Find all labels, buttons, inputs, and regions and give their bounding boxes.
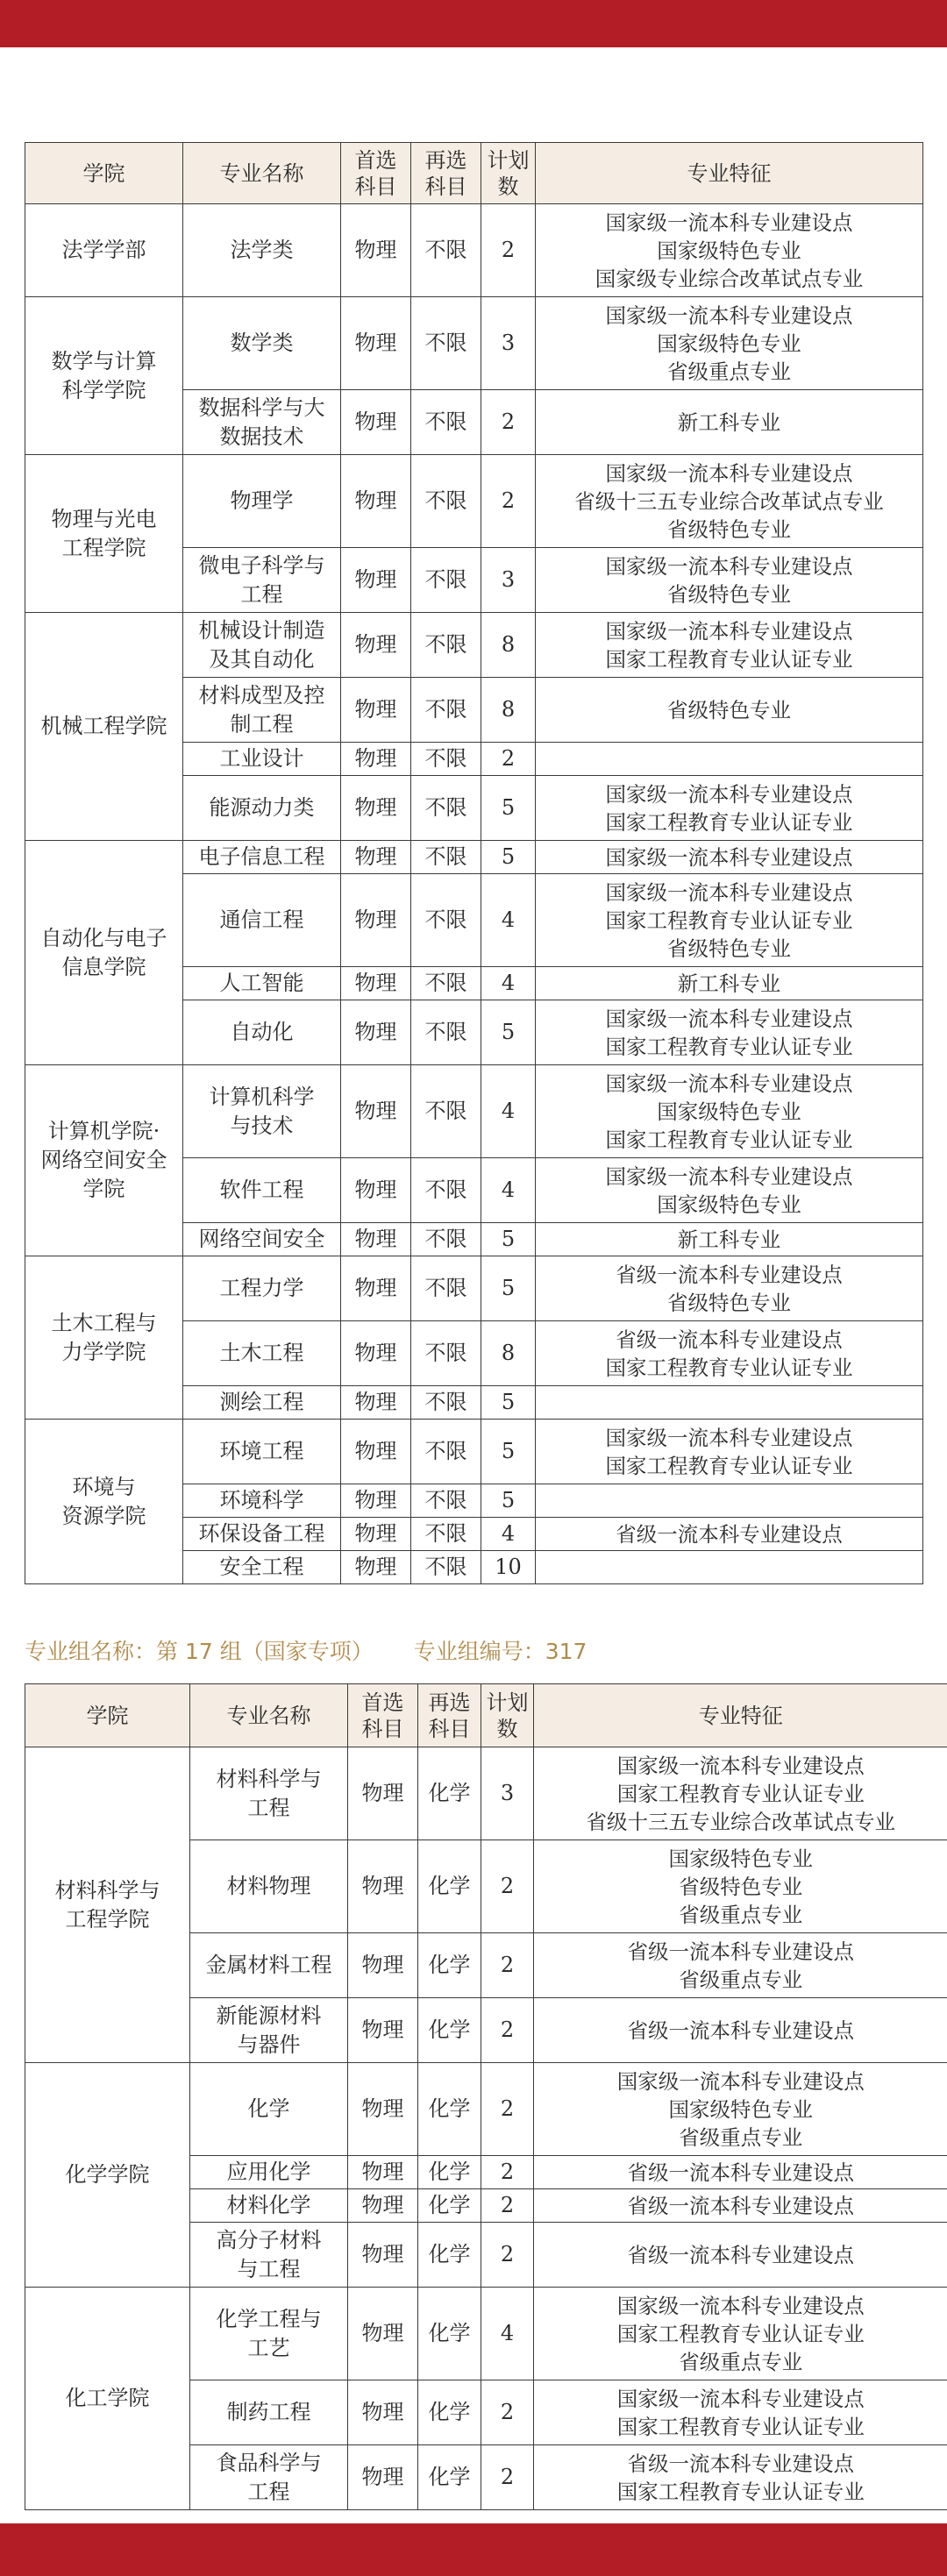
college-cell: 化学学院 xyxy=(25,2063,190,2288)
first-subject-header: 首选 科目 xyxy=(348,1684,418,1747)
second-subject-cell: 化学 xyxy=(418,1840,481,1933)
features-cell: 国家级特色专业 省级特色专业 省级重点专业 xyxy=(534,1840,947,1933)
major-cell: 物理学 xyxy=(183,455,341,548)
second-subject-header: 再选 科目 xyxy=(411,143,481,204)
major-cell: 测绘工程 xyxy=(183,1386,341,1420)
first-subject-cell: 物理 xyxy=(341,1321,411,1386)
features-cell: 省级一流本科专业建设点 xyxy=(534,2189,947,2223)
second-subject-cell: 不限 xyxy=(411,743,481,776)
table-row xyxy=(25,2063,947,2156)
second-subject-cell: 化学 xyxy=(418,1747,481,1840)
second-subject-cell: 不限 xyxy=(411,390,481,455)
features-cell: 国家级一流本科专业建设点 国家工程教育专业认证专业 xyxy=(536,1420,923,1484)
table-header-row xyxy=(25,143,923,204)
first-subject-header: 首选 科目 xyxy=(341,143,411,204)
second-subject-cell: 化学 xyxy=(418,2189,481,2223)
plan-cell: 10 xyxy=(481,1551,536,1584)
major-cell: 计算机科学 与技术 xyxy=(183,1065,341,1158)
features-cell: 省级特色专业 xyxy=(536,678,923,743)
group-code: 专业组编号：317 xyxy=(413,1639,587,1664)
plan-cell: 5 xyxy=(481,1000,536,1065)
second-subject-cell: 不限 xyxy=(411,204,481,297)
major-cell: 材料成型及控 制工程 xyxy=(183,678,341,743)
college-cell: 自动化与电子 信息学院 xyxy=(25,841,183,1065)
table-row xyxy=(25,1747,947,1840)
major-cell: 化学 xyxy=(190,2063,348,2156)
plan-cell: 2 xyxy=(481,743,536,776)
major-cell: 环保设备工程 xyxy=(183,1518,341,1551)
plan-cell: 4 xyxy=(481,874,536,967)
first-subject-cell: 物理 xyxy=(348,2063,418,2156)
plan-cell: 5 xyxy=(481,841,536,874)
major-cell: 材料化学 xyxy=(190,2189,348,2223)
plan-cell: 8 xyxy=(481,1321,536,1386)
first-subject-cell: 物理 xyxy=(341,548,411,613)
plan-cell: 5 xyxy=(481,1386,536,1420)
first-subject-cell: 物理 xyxy=(348,2445,418,2510)
major-cell: 软件工程 xyxy=(183,1158,341,1223)
plan-header: 计划 数 xyxy=(481,1684,534,1747)
major-cell: 机械设计制造 及其自动化 xyxy=(183,613,341,678)
first-subject-cell: 物理 xyxy=(348,2223,418,2288)
major-cell: 微电子科学与 工程 xyxy=(183,548,341,613)
first-subject-cell: 物理 xyxy=(341,967,411,1000)
first-subject-cell: 物理 xyxy=(341,1223,411,1256)
second-subject-cell: 不限 xyxy=(411,1321,481,1386)
second-subject-cell: 不限 xyxy=(411,967,481,1000)
second-subject-cell: 不限 xyxy=(411,1518,481,1551)
plan-cell: 5 xyxy=(481,1484,536,1518)
second-subject-cell: 不限 xyxy=(411,678,481,743)
college-cell: 机械工程学院 xyxy=(25,613,183,841)
features-cell: 国家级一流本科专业建设点 国家工程教育专业认证专业 省级十三五专业综合改革试点专业 xyxy=(534,1747,947,1840)
second-subject-cell: 不限 xyxy=(411,776,481,841)
major-cell: 数学类 xyxy=(183,297,341,390)
table-row xyxy=(25,1256,923,1321)
features-cell: 国家级一流本科专业建设点 国家工程教育专业认证专业 xyxy=(534,2380,947,2445)
first-subject-cell: 物理 xyxy=(341,678,411,743)
plan-cell: 8 xyxy=(481,678,536,743)
major-cell: 制药工程 xyxy=(190,2380,348,2445)
plan-cell: 4 xyxy=(481,967,536,1000)
features-cell: 国家级一流本科专业建设点 国家级特色专业 省级重点专业 xyxy=(536,297,923,390)
plan-header: 计划 数 xyxy=(481,143,536,204)
features-cell: 国家级一流本科专业建设点 国家工程教育专业认证专业 省级特色专业 xyxy=(536,874,923,967)
plan-cell: 4 xyxy=(481,1065,536,1158)
major-cell: 材料科学与 工程 xyxy=(190,1747,348,1840)
second-subject-cell: 不限 xyxy=(411,874,481,967)
plan-cell: 2 xyxy=(481,1840,534,1933)
features-cell: 国家级一流本科专业建设点 省级十三五专业综合改革试点专业 省级特色专业 xyxy=(536,455,923,548)
table-row xyxy=(25,841,923,874)
second-subject-cell: 不限 xyxy=(411,1000,481,1065)
features-cell: 省级一流本科专业建设点 国家工程教育专业认证专业 xyxy=(534,2445,947,2510)
plan-cell: 5 xyxy=(481,1256,536,1321)
features-cell: 省级一流本科专业建设点 省级重点专业 xyxy=(534,1933,947,1998)
second-subject-header: 再选 科目 xyxy=(418,1684,481,1747)
major-cell: 能源动力类 xyxy=(183,776,341,841)
major-cell: 金属材料工程 xyxy=(190,1933,348,1998)
plan-cell: 5 xyxy=(481,1420,536,1484)
first-subject-cell: 物理 xyxy=(341,1551,411,1584)
college-cell: 化工学院 xyxy=(25,2288,190,2510)
first-subject-cell: 物理 xyxy=(348,2288,418,2380)
major-cell: 环境工程 xyxy=(183,1420,341,1484)
features-header: 专业特征 xyxy=(536,143,923,204)
second-subject-cell: 不限 xyxy=(411,1420,481,1484)
first-subject-cell: 物理 xyxy=(341,1420,411,1484)
first-subject-cell: 物理 xyxy=(348,1933,418,1998)
features-cell: 新工科专业 xyxy=(536,1223,923,1256)
plan-cell: 2 xyxy=(481,2445,534,2510)
features-cell: 省级一流本科专业建设点 国家工程教育专业认证专业 xyxy=(536,1321,923,1386)
major-cell: 工业设计 xyxy=(183,743,341,776)
table-row xyxy=(25,613,923,678)
second-subject-cell: 不限 xyxy=(411,455,481,548)
plan-cell: 2 xyxy=(481,1933,534,1998)
first-subject-cell: 物理 xyxy=(348,2156,418,2189)
first-subject-cell: 物理 xyxy=(341,874,411,967)
features-cell: 省级一流本科专业建设点 xyxy=(536,1518,923,1551)
table-row xyxy=(25,297,923,390)
features-cell: 省级一流本科专业建设点 xyxy=(534,1998,947,2063)
plan-cell: 4 xyxy=(481,2288,534,2380)
major-cell: 土木工程 xyxy=(183,1321,341,1386)
major-cell: 数据科学与大 数据技术 xyxy=(183,390,341,455)
major-cell: 人工智能 xyxy=(183,967,341,1000)
first-subject-cell: 物理 xyxy=(341,1518,411,1551)
major-cell: 工程力学 xyxy=(183,1256,341,1321)
top-banner xyxy=(0,0,947,47)
table-header-row xyxy=(25,1684,947,1747)
plan-cell: 2 xyxy=(481,2189,534,2223)
plan-cell: 3 xyxy=(481,1747,534,1840)
second-subject-cell: 不限 xyxy=(411,548,481,613)
table-row xyxy=(25,2288,947,2380)
major-header: 专业名称 xyxy=(183,143,341,204)
plan-cell: 8 xyxy=(481,613,536,678)
table-row xyxy=(25,455,923,548)
plan-cell: 2 xyxy=(481,2063,534,2156)
second-subject-cell: 化学 xyxy=(418,2223,481,2288)
second-subject-cell: 化学 xyxy=(418,2380,481,2445)
college-cell: 材料科学与 工程学院 xyxy=(25,1747,190,2063)
plan-cell: 2 xyxy=(481,455,536,548)
group-info xyxy=(25,1634,587,1666)
first-subject-cell: 物理 xyxy=(348,2189,418,2223)
first-subject-cell: 物理 xyxy=(341,455,411,548)
features-cell: 国家级一流本科专业建设点 国家工程教育专业认证专业 xyxy=(536,613,923,678)
plan-cell: 2 xyxy=(481,2223,534,2288)
first-subject-cell: 物理 xyxy=(341,297,411,390)
first-subject-cell: 物理 xyxy=(348,1840,418,1933)
second-subject-cell: 不限 xyxy=(411,1551,481,1584)
features-cell: 国家级一流本科专业建设点 国家级特色专业 国家工程教育专业认证专业 xyxy=(536,1065,923,1158)
plan-cell: 3 xyxy=(481,548,536,613)
features-cell: 国家级一流本科专业建设点 国家工程教育专业认证专业 xyxy=(536,776,923,841)
plan-cell: 5 xyxy=(481,1223,536,1256)
major-table-group-1 xyxy=(25,142,923,1584)
first-subject-cell: 物理 xyxy=(341,204,411,297)
major-cell: 材料物理 xyxy=(190,1840,348,1933)
major-cell: 电子信息工程 xyxy=(183,841,341,874)
features-cell: 国家级一流本科专业建设点 省级特色专业 xyxy=(536,548,923,613)
features-cell: 国家级一流本科专业建设点 国家级特色专业 国家级专业综合改革试点专业 xyxy=(536,204,923,297)
features-cell xyxy=(536,743,923,776)
features-cell xyxy=(536,1484,923,1518)
college-cell: 计算机学院· 网络空间安全 学院 xyxy=(25,1065,183,1256)
table-row xyxy=(25,204,923,297)
features-cell: 省级一流本科专业建设点 xyxy=(534,2223,947,2288)
first-subject-cell: 物理 xyxy=(341,1000,411,1065)
plan-cell: 2 xyxy=(481,1998,534,2063)
second-subject-cell: 化学 xyxy=(418,2063,481,2156)
first-subject-cell: 物理 xyxy=(348,2380,418,2445)
first-subject-cell: 物理 xyxy=(341,613,411,678)
table-row xyxy=(25,1420,923,1484)
second-subject-cell: 化学 xyxy=(418,2288,481,2380)
major-cell: 安全工程 xyxy=(183,1551,341,1584)
second-subject-cell: 不限 xyxy=(411,1484,481,1518)
first-subject-cell: 物理 xyxy=(341,1065,411,1158)
plan-cell: 2 xyxy=(481,204,536,297)
features-cell xyxy=(536,1551,923,1584)
features-cell: 省级一流本科专业建设点 省级特色专业 xyxy=(536,1256,923,1321)
features-cell: 国家级一流本科专业建设点 国家级特色专业 省级重点专业 xyxy=(534,2063,947,2156)
plan-cell: 5 xyxy=(481,776,536,841)
major-cell: 自动化 xyxy=(183,1000,341,1065)
features-cell xyxy=(536,1386,923,1420)
major-cell: 网络空间安全 xyxy=(183,1223,341,1256)
first-subject-cell: 物理 xyxy=(341,1256,411,1321)
college-cell: 法学学部 xyxy=(25,204,183,297)
first-subject-cell: 物理 xyxy=(341,743,411,776)
first-subject-cell: 物理 xyxy=(348,1747,418,1840)
group-name: 专业组名称：第 17 组（国家专项） xyxy=(25,1639,374,1664)
major-header: 专业名称 xyxy=(190,1684,348,1747)
plan-cell: 2 xyxy=(481,2380,534,2445)
features-cell: 新工科专业 xyxy=(536,390,923,455)
first-subject-cell: 物理 xyxy=(348,1998,418,2063)
major-cell: 通信工程 xyxy=(183,874,341,967)
first-subject-cell: 物理 xyxy=(341,841,411,874)
first-subject-cell: 物理 xyxy=(341,1484,411,1518)
second-subject-cell: 不限 xyxy=(411,613,481,678)
second-subject-cell: 不限 xyxy=(411,841,481,874)
college-header: 学院 xyxy=(25,1684,190,1747)
plan-cell: 4 xyxy=(481,1518,536,1551)
second-subject-cell: 不限 xyxy=(411,297,481,390)
features-cell: 国家级一流本科专业建设点 国家工程教育专业认证专业 xyxy=(536,1000,923,1065)
table-row xyxy=(25,1065,923,1158)
second-subject-cell: 不限 xyxy=(411,1386,481,1420)
major-cell: 应用化学 xyxy=(190,2156,348,2189)
first-subject-cell: 物理 xyxy=(341,1158,411,1223)
major-table-group-17 xyxy=(25,1683,947,2510)
second-subject-cell: 化学 xyxy=(418,2156,481,2189)
second-subject-cell: 不限 xyxy=(411,1223,481,1256)
college-cell: 数学与计算 科学学院 xyxy=(25,297,183,455)
major-cell: 法学类 xyxy=(183,204,341,297)
second-subject-cell: 不限 xyxy=(411,1065,481,1158)
college-header: 学院 xyxy=(25,143,183,204)
first-subject-cell: 物理 xyxy=(341,1386,411,1420)
first-subject-cell: 物理 xyxy=(341,776,411,841)
major-cell: 新能源材料 与器件 xyxy=(190,1998,348,2063)
major-cell: 环境科学 xyxy=(183,1484,341,1518)
college-cell: 环境与 资源学院 xyxy=(25,1420,183,1584)
features-cell: 省级一流本科专业建设点 xyxy=(534,2156,947,2189)
first-subject-cell: 物理 xyxy=(341,390,411,455)
second-subject-cell: 化学 xyxy=(418,2445,481,2510)
features-cell: 国家级一流本科专业建设点 国家级特色专业 xyxy=(536,1158,923,1223)
bottom-banner xyxy=(0,2523,947,2576)
features-cell: 国家级一流本科专业建设点 国家工程教育专业认证专业 省级重点专业 xyxy=(534,2288,947,2380)
major-cell: 食品科学与 工程 xyxy=(190,2445,348,2510)
plan-cell: 2 xyxy=(481,390,536,455)
features-header: 专业特征 xyxy=(534,1684,947,1747)
plan-cell: 2 xyxy=(481,2156,534,2189)
major-cell: 化学工程与 工艺 xyxy=(190,2288,348,2380)
college-cell: 土木工程与 力学学院 xyxy=(25,1256,183,1420)
features-cell: 新工科专业 xyxy=(536,967,923,1000)
features-cell: 国家级一流本科专业建设点 xyxy=(536,841,923,874)
major-cell: 高分子材料 与工程 xyxy=(190,2223,348,2288)
plan-cell: 3 xyxy=(481,297,536,390)
second-subject-cell: 不限 xyxy=(411,1256,481,1321)
plan-cell: 4 xyxy=(481,1158,536,1223)
second-subject-cell: 化学 xyxy=(418,1933,481,1998)
second-subject-cell: 不限 xyxy=(411,1158,481,1223)
second-subject-cell: 化学 xyxy=(418,1998,481,2063)
college-cell: 物理与光电 工程学院 xyxy=(25,455,183,613)
